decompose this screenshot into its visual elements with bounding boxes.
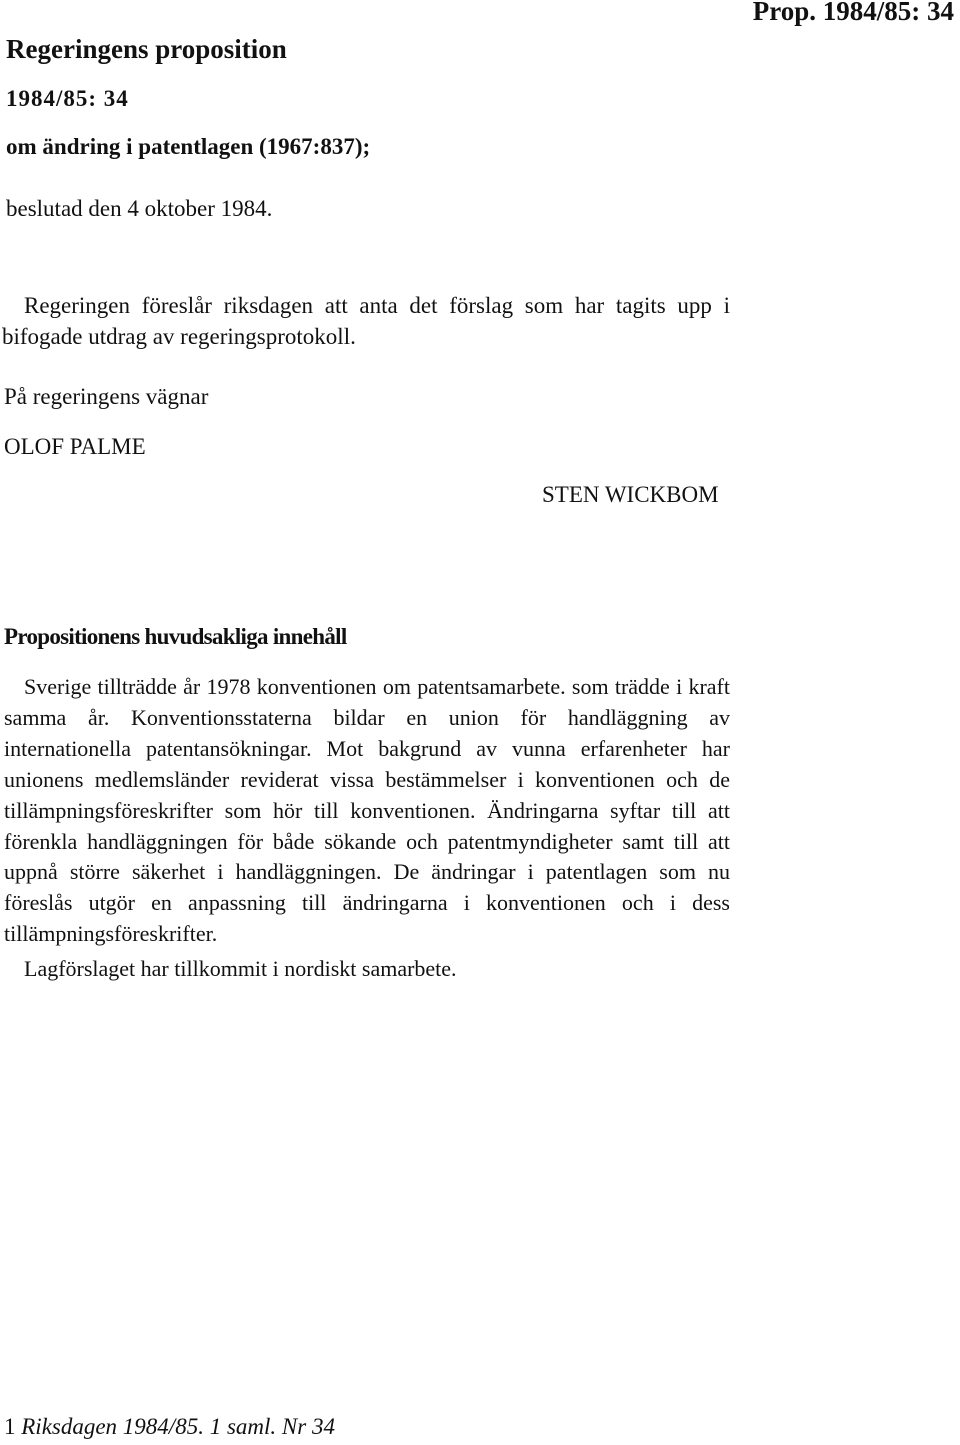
proposition-number: 1984/85: 34 [6, 86, 129, 111]
signatory-minister: STEN WICKBOM [542, 482, 719, 507]
footer-note [4, 1414, 335, 1440]
proposition-reference: Prop. 1984/85: 34 [752, 0, 954, 26]
closing-sentence: Lagförslaget har tillkommit i nordiskt samarbete. [24, 956, 457, 981]
on-behalf-line: På regeringens vägnar [4, 384, 209, 409]
decision-date: beslutad den 4 oktober 1984. [6, 196, 273, 221]
document-type-title: Regeringens proposition [6, 34, 287, 64]
summary-heading: Propositionens huvudsakliga innehåll [4, 624, 347, 649]
signatory-prime-minister: OLOF PALME [4, 434, 146, 459]
proposition-subject: om ändring i patentlagen (1967:837); [6, 134, 371, 159]
summary-paragraph: Sverige tillträdde år 1978 konventionen om patentsamarbete. som trädde i kraft samma år. Konventionsstaterna bildar en union för handläggning av internationella patentansökningar. Mot bakgrund av vunna erfarenheter har unionens medlemsländer reviderat vissa bestämmelser i konventionen och de tillämpningsföreskrifter som hör till konventionen. Ändringarna syftar till att förenkla handläggningen för både sökande och patentmyndigheter samt till att uppnå större säkerhet i handläggningen. De ändringar i patentlagen som nu föreslås utgör en anpassning till ändringarna i konventionen och i dess tillämpningsföreskrifter. [4, 674, 730, 947]
footer-number: 1 [4, 1414, 16, 1439]
footer-text: Riksdagen 1984/85. 1 saml. Nr 34 [21, 1414, 335, 1439]
intro-paragraph: Regeringen föreslår riksdagen att anta det förslag som har tagits upp i bifogade utdrag av regeringsprotokoll. [2, 293, 730, 349]
